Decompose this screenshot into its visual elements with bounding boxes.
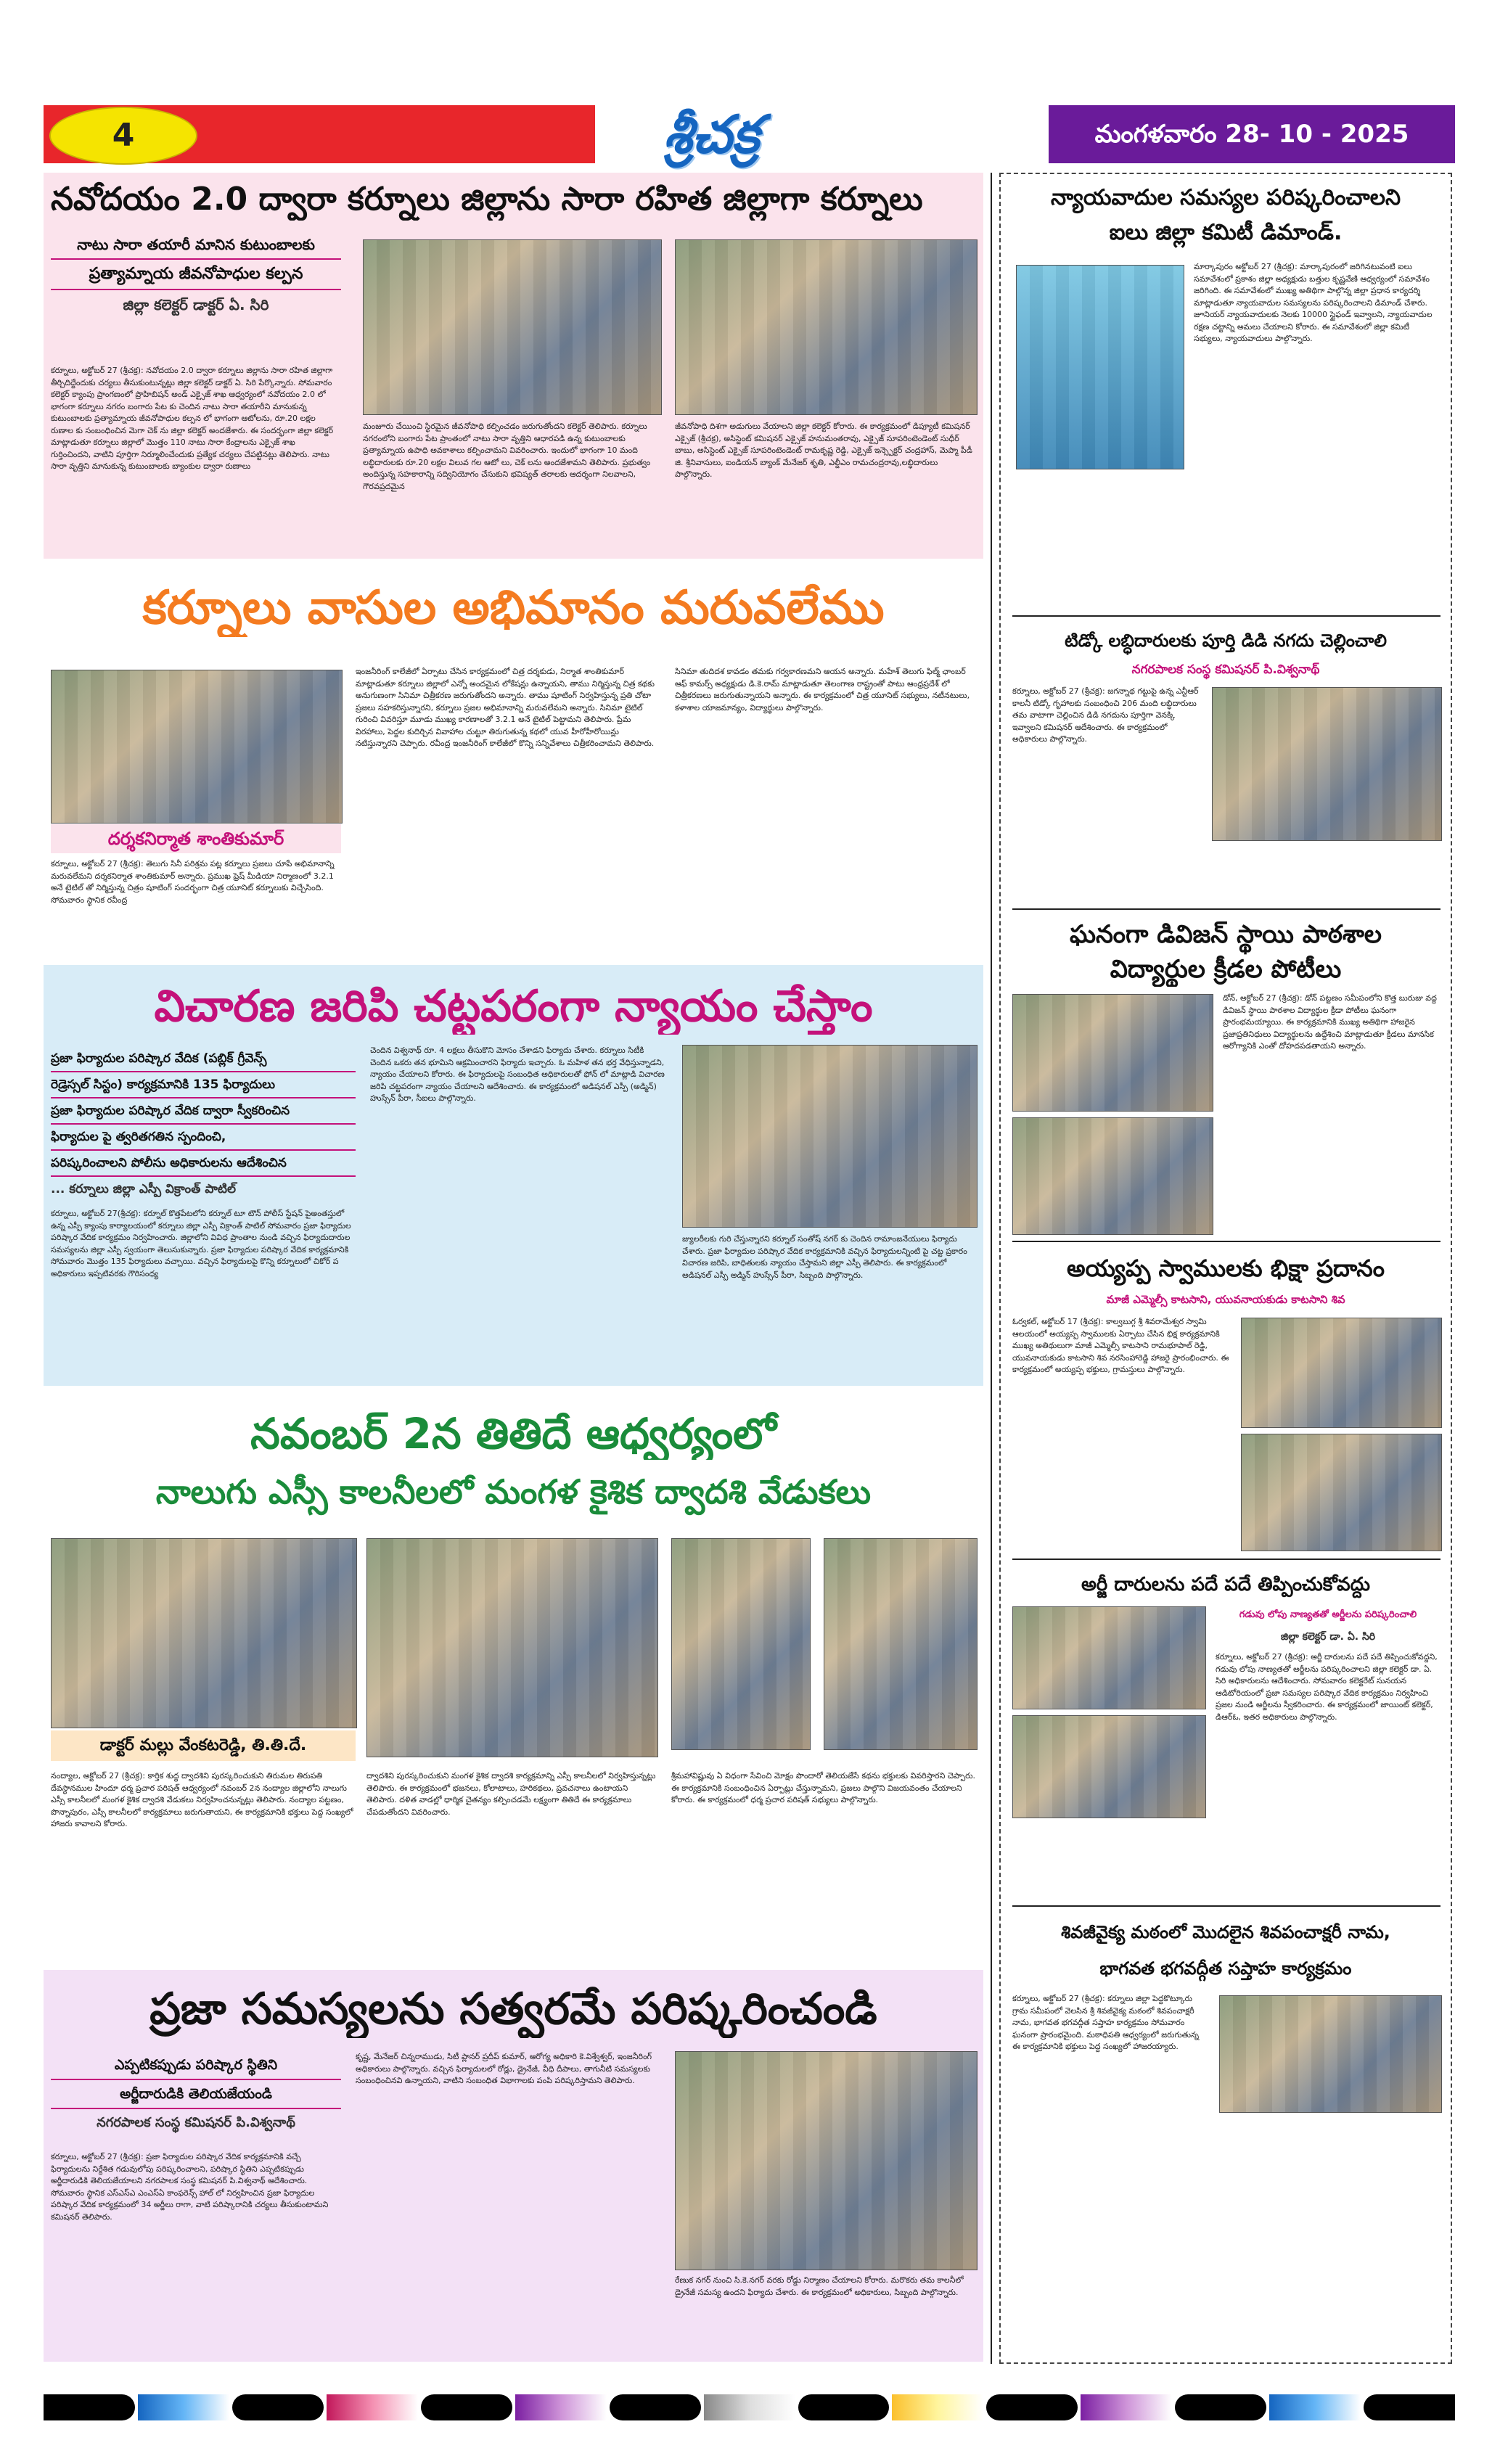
photo-sports-students — [1012, 1117, 1213, 1235]
color-swatch — [610, 2394, 701, 2420]
photo-deity-1 — [671, 1538, 811, 1750]
side-headline: టిడ్కో లబ్ధిదారులకు పూర్తి డిడి నగదు చెల్లించాలి — [1065, 631, 1387, 651]
column-divider — [991, 173, 992, 2364]
side-saptaha — [1005, 1910, 1446, 2360]
side-subhead: నగరపాలక సంస్థ కమిషనర్ పి.విశ్వనాథ్ — [1131, 662, 1320, 677]
side-divider — [1012, 1905, 1440, 1907]
article-body-col2: ద్వాదశిని పురస్కరించుకుని మంగళ కైశిక ద్వాదశి కార్యక్రమాన్ని ఎస్సీ కాలనీలలో నిర్వహిస్తున్నట్లు తెలిపారు. ఈ కార్యక్రమంలో భజనలు, కోలాటాలు, హరికథలు, ప్రవచనాలు ఉంటాయని తెలిపారు. దళిత వాడల్లో ధార్మిక చైతన్యం కల్పించడమే లక్ష్యంగా తితిదే ఈ కార్యక్రమాలు చేపడుతోందని వివరించారు. — [366, 1771, 656, 1817]
side-body: ఓర్వకల్, అక్టోబర్ 17 (శ్రీచక్ర): కాల్వబుగ్గ శ్రీ శివరామేశ్వర స్వామి ఆలయంలో అయ్యప్ప స్వాములకు ఏర్పాటు చేసిన భిక్ష కార్యక్రమానికి ముఖ్య అతిథులుగా మాజీ ఎమ్మెల్సీ కాటసాని రామభూపాల్ రెడ్డి, యువనాయకుడు కాటసాని శివ నరసింహారెడ్డి హాజరై ప్రారంభించారు. ఈ కార్యక్రమంలో అయ్యప్ప భక్తులు, గ్రామస్తులు పాల్గొన్నారు. — [1012, 1317, 1229, 1374]
side-headline — [1005, 917, 1446, 987]
subhead: ప్రజా ఫిర్యాదుల పరిష్కార వేదిక (పబ్లిక్ గ్రీవెన్స్ — [51, 1046, 356, 1072]
side-collector-grievance — [1005, 1563, 1446, 1904]
article-subheads — [51, 2051, 341, 2145]
article-body-col1: కర్నూలు, అక్టోబర్ 27 (శ్రీచక్ర): తెలుగు సినీ పరిశ్రమ పట్ల కర్నూలు ప్రజలు చూపే అభిమానాన్ని మరువలేమని దర్శకనిర్మాత శాంతికుమార్ అన్నారు. ప్రముఖ ఫ్రెష్ మీడియా నిర్మాణంలో 3.2.1 అనే టైటిల్ తో నిర్మిస్తున్న చిత్రం షూటింగ్ సందర్భంగా చిత్ర యూనిట్ కర్నూలుకు విచ్చేసింది. సోమవారం స్థానిక రవీంద్ర — [51, 859, 335, 905]
headline-line: ఘనంగా డివిజన్ స్థాయి పాఠశాల — [1069, 920, 1382, 949]
article-commissioner — [44, 1970, 983, 2362]
article-body-col2: మంజూరు చేయించి స్థిరమైన జీవనోపాధి కల్పించడం జరుగుతోందని కలెక్టర్ తెలిపారు. కర్నూలు నగరంలోని బంగారు పేట ప్రాంతంలో నాటు సారా వృత్తిని ఆధారపడి ఉన్న కుటుంబాలకు ప్రత్యామ్నాయ ఉపాధి అవకాశాలు కల్పించామని వివరించారు. ఇందులో భాగంగా 10 మంది లబ్ధిదారులకు రూ.20 లక్షల విలువ గల ఆటో లు, చెక్ లను అందజేశామని తెలిపారు. ప్రభుత్వం అందిస్తున్న సహకారాన్ని సద్వినియోగం చేసుకుని భవిష్యత్ తరాలకు ఆదర్శంగా నిలవాలని, గౌరవప్రదమైన — [363, 422, 651, 491]
photo-ayyappa-1 — [1241, 1318, 1442, 1428]
photo-collector-cheque — [363, 239, 662, 415]
color-swatch — [1364, 2394, 1455, 2420]
subhead: ప్రత్యామ్నాయ జీవనోపాధుల కల్పన — [51, 260, 341, 290]
side-tidco — [1005, 620, 1446, 907]
photo-caption: దర్శకనిర్మాత శాంతికుమార్ — [51, 824, 341, 853]
side-subhead: జిల్లా కలెక్టర్ డా. ఏ. సిరి — [1280, 1631, 1376, 1643]
article-body-col3: శ్రీమహావిష్ణువు ఏ విధంగా సేవించి మోక్షం పొందారో తెలియజేసే కథను భక్తులకు వివరిస్తారని చెప్పారు. ఈ కార్యక్రమానికి సంబంధించిన ఏర్పాట్లు చేస్తున్నామని, ప్రజలు పాల్గొని విజయవంతం చేయాలని కోరారు. ఈ కార్యక్రమంలో ధర్మ ప్రచార పరిషత్ సభ్యులు పాల్గొన్నారు. — [671, 1771, 975, 1804]
side-body: మార్కాపురం అక్టోబర్ 27 (శ్రీచక్ర): మార్కాపురంలో జరిగినటువంటి ఐలు సమావేశంలో ప్రకాశం జిల్లా అధ్యక్షుడు బత్తుల కృష్ణవేణి ఆధ్వర్యంలో సమావేశం జరిగింది. ఈ సమావేశంలో ముఖ్య అతిథిగా పాల్గొన్న జిల్లా ప్రధాన కార్యదర్శి మాట్లాడుతూ న్యాయవాదుల సమస్యలను పరిష్కరించాలని డిమాండ్ చేశారు. జూనియర్ న్యాయవాదులకు నెలకు 10000 స్టైఫండ్ ఇవ్వాలని, న్యాయవాదుల రక్షణ చట్టాన్ని అమలు చేయాలని కోరారు. ఈ సమావేశంలో జిల్లా కమిటీ సభ్యులు, న్యాయవాదులు పాల్గొన్నారు. — [1194, 262, 1433, 343]
article-body-col1: కర్నూలు, అక్టోబర్ 27 (శ్రీచక్ర): నవోదయం 2.0 ద్వారా కర్నూలు జిల్లాను సారా రహిత జిల్లాగా తీర్చిదిద్దేందుకు చర్యలు తీసుకుంటున్నట్లు జిల్లా కలెక్టర్ డాక్టర్ ఏ. సిరి పేర్కొన్నారు. సోమవారం కలెక్టర్ క్యాంపు ప్రాంగణంలో ప్రొహిబిషన్ అండ్ ఎక్సైజ్ శాఖ ఆధ్వర్యంలో నవోదయం 2.0 లో భాగంగా కర్నూలు నగరం బంగారు పేట కు చెందిన నాటు సారా తయారీని మానుకున్న కుటుంబాలకు ప్రత్యామ్నాయ జీవనోపాధుల కల్పన లో భాగంగా ఆటోలను, రూ.20 లక్షల రుణాల కు సంబంధించిన మెగా చెక్ ను జిల్లా కలెక్టర్ అందజేశారు. ఈ సందర్భంగా జిల్లా కలెక్టర్ మాట్లాడుతూ కర్నూలు జిల్లాలో మొత్తం 110 నాటు సారా కేంద్రాలను ఎక్సైజ్ శాఖ గుర్తించిందని, వాటిని పూర్తిగా నిర్మూలించేందుకు ప్రత్యేక చర్యలు చేపట్టినట్లు తెలిపారు. నాటు సారా వృత్తిని మానుకున్న కుటుంబాలకు బ్యాంకుల ద్వారా రుణాలు — [51, 366, 334, 471]
subhead: జిల్లా కలెక్టర్ డాక్టర్ ఏ. సిరి — [123, 296, 269, 313]
article-navodayam — [44, 173, 983, 559]
article-kurnool-cinema — [44, 564, 983, 956]
photo-auto-handover — [675, 239, 978, 415]
print-color-bar — [44, 2394, 1455, 2420]
photo-collector-2 — [1012, 1715, 1206, 1818]
photo-lawyer-portrait — [1016, 265, 1184, 469]
photo-sp-office — [682, 1045, 978, 1228]
photo-commissioner-meeting — [675, 2051, 978, 2270]
headline-line: శివజీవైక్య మఠంలో మొదలైన శివపంచాక్షరీ నామ, — [1061, 1922, 1390, 1942]
article-headline: కర్నూలు వాసుల అభిమానం మరువలేము — [142, 581, 885, 635]
color-swatch — [1175, 2394, 1266, 2420]
article-body-col2: కృష్ణ, మేనేజర్ చిన్నరాముడు, సిటీ ప్లానర్ ప్రదీప్ కుమార్, ఆరోగ్య అధికారి కె.విశ్వేశ్వర్, ఇంజనీరింగ్ అధికారులు పాల్గొన్నారు. వచ్చిన ఫిర్యాదులలో రోడ్లు, డ్రైనేజీ, వీధి దీపాలు, తాగునీటి సమస్యలకు సంబంధించినవి ఉన్నాయని, వాటిని సంబంధిత విభాగాలకు పంపి పరిష్కరిస్తామని తెలిపారు. — [356, 2052, 652, 2085]
side-body: కర్నూలు, అక్టోబర్ 27 (శ్రీచక్ర): జగన్నాథ గట్టుపై ఉన్న ఎన్టీఆర్ కాలనీ టిడ్కో గృహాలకు సంబంధించి 206 మంది లబ్ధిదారులు తమ వాటాగా చెల్లించిన డిడి నగదును పూర్తిగా వెనక్కి ఇవ్వాలని కమిషనర్ ఆదేశించారు. ఈ కార్యక్రమంలో అధికారులు పాల్గొన్నారు. — [1012, 686, 1199, 744]
side-headline: అర్జీ దారులను పదే పదే తిప్పించుకోవద్దు — [1081, 1574, 1371, 1596]
color-swatch — [1081, 2394, 1172, 2420]
color-swatch — [1269, 2394, 1361, 2420]
color-swatch — [986, 2394, 1078, 2420]
side-headline: అయ్యప్ప స్వాములకు భిక్షా ప్రదానం — [1067, 1254, 1385, 1282]
header-bar — [44, 105, 1455, 163]
article-subheads — [51, 1046, 356, 1206]
subhead: అర్జీదారుడికి తెలియజేయండి — [51, 2080, 341, 2109]
side-body: కర్నూలు, అక్టోబర్ 27 (శ్రీచక్ర): అర్జీ దారులను పదే పదే తిప్పించుకోవద్దని, గడువు లోపు నాణ్యతతో అర్జీలను పరిష్కరించాలని జిల్లా కలెక్టర్ డా. ఏ. సిరి అధికారులను ఆదేశించారు. సోమవారం కలెక్టరేట్ సునయన ఆడిటోరియంలో ప్రజా సమస్యల పరిష్కార వేదిక కార్యక్రమం నిర్వహించి ప్రజల నుండి అర్జీలను స్వీకరించారు. ఈ కార్యక్రమంలో జాయింట్ కలెక్టర్, డిఆర్ఓ, ఇతర అధికారులు పాల్గొన్నారు. — [1216, 1652, 1438, 1722]
article-body-col2: ఇంజనీరింగ్ కాలేజీలో ఏర్పాటు చేసిన కార్యక్రమంలో చిత్ర దర్శకుడు, నిర్మాత శాంతికుమార్ మాట్లాడుతూ కర్నూలు జిల్లాలో ఎన్నో అందమైన లోకేషన్లు ఉన్నాయని, తాము నిర్మిస్తున్న చిత్ర కథకు అనుగుణంగా సినిమా చిత్రీకరణ జరుగుతోందని అన్నారు. తాము షూటింగ్ నిర్వహిస్తున్న ప్రతి చోటా ప్రజలు సహకరిస్తున్నారని, కర్నూలు ప్రజల అభిమానాన్ని మరువలేమని అన్నారు. సినిమా టైటిల్ గురించి వివరిస్తూ మూడు ముఖ్య కారణాలతో 3.2.1 అనే టైటిల్ పెట్టామని తెలిపారు. ప్రేమ విరహాలు, పెద్దల కుదిర్చిన వివాహాల చుట్టూ తిరుగుతున్న కథలో యువ హీరోహీరోయిన్లు నటిస్తున్నారని చెప్పారు. రవీంద్ర ఇంజనీరింగ్ కాలేజీలో కొన్ని సన్నివేశాలు చిత్రీకరించామని తెలిపారు. — [356, 667, 655, 748]
photo-ttd-group — [51, 1538, 357, 1728]
headline-line: ఐలు జిల్లా కమిటీ డిమాండ్. — [1109, 220, 1343, 245]
headline-line: విద్యార్థుల క్రీడల పోటీలు — [1110, 955, 1342, 984]
article-body-col1: కర్నూలు, అక్టోబర్ 27(శ్రీచక్ర): కర్నూల్ కొత్తపేటలోని కర్నూల్ టూ టౌన్ పోలీస్ స్టేషన్ పైఅంతస్తులో ఉన్న ఎస్పీ క్యాంపు కార్యాలయంలో కర్నూలు జిల్లా ఎస్పీ విక్రాంత్ పాటిల్ సోమవారం ప్రజా ఫిర్యాదుల పరిష్కార వేదిక కార్యక్రమం నిర్వహించారు. జిల్లాలోని వివిధ ప్రాంతాల నుండి వచ్చిన ఫిర్యాదుదారుల సమస్యలను జిల్లా ఎస్పీ స్వయంగా తెలుసుకున్నారు. ప్రజా ఫిర్యాదుల పరిష్కార వేదిక కార్యక్రమానికి సోమవారం మొత్తం 135 ఫిర్యాదులు వచ్చాయి. వచ్చిన ఫిర్యాదులపై కొన్ని కర్నూలులో చికోర్ ప అధికారులు ఇప్పటివరకు గౌరిసంధ్య — [51, 1209, 351, 1278]
color-swatch — [327, 2394, 418, 2420]
subhead: నగరపాలక సంస్థ కమిషనర్ పి.విశ్వనాథ్ — [97, 2115, 295, 2130]
subhead: పరిష్కరించాలని పోలీసు అధికారులను ఆదేశించిన — [51, 1151, 356, 1177]
side-headline — [1005, 1914, 1446, 1987]
photo-deity-2 — [824, 1538, 978, 1750]
photo-collector-1 — [1012, 1606, 1206, 1709]
article-ttd-kaisika — [44, 1393, 983, 1959]
subhead: ఎప్పటికప్పుడు పరిష్కార స్థితిని — [51, 2051, 341, 2080]
color-swatch — [704, 2394, 795, 2420]
article-body-col2: చెందిన విశ్వనాథ్ రూ. 4 లక్షలు తీసుకొని మోసం చేశాడని ఫిర్యాదు చేశారు. కర్నూలు సిటీకి చెందిన ఒకరు తన భూమిని ఆక్రమించారని ఫిర్యాదు ఇచ్చారు. ఓ మహిళ తన భర్త వేధిస్తున్నాడని, న్యాయం చేయాలని కోరారు. ఈ ఫిర్యాదులపై సంబంధిత అధికారులతో ఫోన్ లో మాట్లాడి విచారణ జరిపి చట్టపరంగా న్యాయం చేయాలని ఆదేశించారు. ఈ కార్యక్రమంలో అడిషనల్ ఎస్పీ (అడ్మిన్) హుస్సేన్ పీరా, సీఐలు పాల్గొన్నారు. — [370, 1046, 665, 1103]
color-swatch — [892, 2394, 983, 2420]
headline-line: భాగవత భగవద్గీత సప్తాహ కార్యక్రమం — [1099, 1958, 1352, 1979]
page-number-badge: 4 — [49, 107, 197, 165]
article-headline-1: నవంబర్ 2న తితిదే ఆధ్వర్యంలో — [250, 1409, 776, 1458]
article-body-col3: సినిమా తుదిదశ కావడం తమకు గర్వకారణమని ఆయన అన్నారు. మహేశ్ తెలుగు ఫిల్మ్ ఛాంబర్ ఆఫ్ కామర్స్ అధ్యక్షుడు డి.కె.రామ్ మాట్లాడుతూ తెలంగాణ రాష్ట్రంతో పాటు ఆంధ్రప్రదేశ్ లో చిత్రీకరణలు జరుగుతున్నాయని అన్నారు. ఈ కార్యక్రమంలో చిత్ర యూనిట్ సభ్యులు, నటీనటులు, కళాశాల యాజమాన్యం, విద్యార్థులు పాల్గొన్నారు. — [675, 667, 970, 712]
color-swatch — [515, 2394, 607, 2420]
article-subheads — [51, 231, 341, 361]
photo-caption: డాక్టర్ మల్లు వేంకటరెడ్డి, తి.తి.దే. — [51, 1730, 356, 1761]
subhead: రెడ్రెస్సల్ సిస్టం) కార్యక్రమానికి 135 ఫిర్యాదులు — [51, 1072, 356, 1098]
article-body-col1: నంద్యాల, అక్టోబర్ 27 (శ్రీచక్ర): కార్తిక శుద్ధ ద్వాదశిని పురస్కరించుకుని తిరుమల తిరుపతి దేవస్థానముల హిందూ ధర్మ ప్రచార పరిషత్ ఆధ్వర్యంలో నవంబర్ 2న నంద్యాల జిల్లాలోని నాలుగు ఎస్సీ కాలనీలలో మంగళ కైశిక ద్వాదశి వేడుకలు నిర్వహించనున్నట్లు తెలిపారు. నంద్యాల పట్టణం, పొన్నాపురం, ఎస్సీ కాలనీలలో కార్యక్రమాలు జరుగుతాయని, ఈ కార్యక్రమానికి భక్తులు పెద్ద సంఖ్యలో హాజరు కావాలని కోరారు. — [51, 1771, 353, 1828]
article-headline: విచారణ జరిపి చట్టపరంగా న్యాయం చేస్తాం — [154, 981, 873, 1032]
side-divider — [1012, 1241, 1440, 1242]
side-subhead: గడువు లోపు నాణ్యతతో అర్జీలను పరిష్కరించాలి — [1239, 1609, 1417, 1620]
side-divider — [1012, 908, 1440, 910]
side-divider — [1012, 615, 1440, 617]
side-body: డోన్, అక్టోబర్ 27 (శ్రీచక్ర): డోన్ పట్టణం సమీపంలోని కొత్త బురుజు వద్ద డివిజన్ స్థాయి పాఠశాల విద్యార్థుల క్రీడా పోటీలు ఘనంగా ప్రారంభమయ్యాయి. ఈ కార్యక్రమానికి ముఖ్య అతిథిగా హాజరైన ప్రజాప్రతినిధులు విద్యార్థులను ఉద్దేశించి మాట్లాడుతూ క్రీడలు మానసిక ఆరోగ్యానికి ఎంతో దోహదపడతాయని అన్నారు. — [1223, 993, 1437, 1051]
article-sp-grievance — [44, 965, 983, 1386]
photo-film-unit — [51, 670, 343, 824]
article-headline-2: నాలుగు ఎస్సీ కాలనీలలో మంగళ కైశిక ద్వాదశి వేడుకలు — [155, 1472, 872, 1511]
article-body-col1: కర్నూలు, అక్టోబర్ 27 (శ్రీచక్ర): ప్రజా ఫిర్యాదుల పరిష్కార వేదిక కార్యక్రమానికి వచ్చే ఫిర్యాదులను నిర్దేశిత గడువులోపు పరిష్కరించాలని, పరిష్కార స్థితిని ఎప్పటికప్పుడు అర్జీదారుడికి తెలియజేయాలని నగరపాలక సంస్థ కమిషనర్ పి.విశ్వనాథ్ ఆదేశించారు. సోమవారం స్థానిక ఎస్ఎస్ఎ ఎంఎస్ఏ కాంఫరెన్స్ హాల్ లో నిర్వహించిన ప్రజా ఫిర్యాదుల పరిష్కార వేదిక కార్యక్రమంలో 34 అర్జీలు రాగా, వాటి పరిష్కారానికి చర్యలు తీసుకుంటామని కమిషనర్ తెలిపారు. — [51, 2152, 329, 2222]
headline-line: న్యాయవాదుల సమస్యల పరిష్కరించాలని — [1050, 185, 1401, 210]
color-swatch — [421, 2394, 512, 2420]
subhead: ప్రజా ఫిర్యాదుల పరిష్కార వేదిక ద్వారా స్వీకరించిన — [51, 1098, 356, 1125]
side-subhead: మాజీ ఎమ్మెల్సీ కాటసాని, యువనాయకుడు కాటసాని శివ — [1106, 1293, 1345, 1306]
article-body-col3: జీవనోపాధి దిశగా అడుగులు వేయాలని జిల్లా కలెక్టర్ కోరారు. ఈ కార్యక్రమంలో డిప్యూటీ కమిషనర్ ఎక్సైజ్ (శ్రీచక్ర), అసిస్టెంట్ కమిషనర్ ఎక్సైజ్ హనుమంతరావు, ఎక్సైజ్ సూపరింటెండెంట్ సుధీర్ బాబు, అసిస్టెంట్ ఎక్సైజ్ సూపరింటెండెంట్ రామకృష్ణ రెడ్డి, ఎక్సైజ్ ఇన్స్పెక్టర్ చంద్రహాస్, మెప్మా పీడీ జి. శ్రీనివాసులు, ఐండియన్ బ్యాంక్ మేనేజర్ శృతి, ఎల్డీఎం రామచంద్రరావు,లబ్ధిదారులు పాల్గొన్నారు. — [675, 422, 972, 479]
masthead-logo: శ్రీచక్ర — [663, 103, 759, 165]
article-headline: నవోదయం 2.0 ద్వారా కర్నూలు జిల్లాను సారా రహిత జిల్లాగా కర్నూలు — [51, 181, 923, 218]
photo-saptaha — [1219, 1995, 1442, 2113]
issue-date: మంగళవారం 28- 10 - 2025 — [1094, 120, 1409, 149]
color-swatch — [798, 2394, 890, 2420]
subhead: ... కర్నూలు జిల్లా ఎస్పీ విక్రాంత్ పాటిల్ — [51, 1182, 237, 1196]
article-body-col3: రేణుక నగర్ నుంచి సి.కె.నగర్ వరకు రోడ్డు నిర్మాణం చేయాలని కోరారు. మరొకరు తమ కాలనీలో డ్రైనేజీ సమస్య ఉందని ఫిర్యాదు చేశారు. ఈ కార్యక్రమంలో అధికారులు, సిబ్బంది పాల్గొన్నారు. — [675, 2275, 964, 2297]
color-swatch — [232, 2394, 324, 2420]
side-ayyappa — [1005, 1245, 1446, 1557]
side-headline — [1005, 181, 1446, 250]
photo-ayyappa-2 — [1241, 1434, 1442, 1551]
article-headline: ప్రజా సమస్యలను సత్వరమే పరిష్కరించండి — [149, 1984, 877, 2034]
subhead: ఫిర్యాదుల పై త్వరితగతిన స్పందించి, — [51, 1125, 356, 1151]
photo-ttd-posters — [366, 1538, 658, 1757]
side-body: కర్నూలు, అక్టోబర్ 27 (శ్రీచక్ర): కర్నూలు జిల్లా పెద్దకొట్కూరు గ్రామ సమీపంలో వెలసిన శ్రీ శివజీవైక్య మఠంలో శివపంచాక్షరీ నామ, భాగవత భగవద్గీత సప్తాహ కార్యక్రమం సోమవారం ఘనంగా ప్రారంభమైంది. మఠాధిపతి ఆధ్వర్యంలో జరుగుతున్న ఈ కార్యక్రమానికి భక్తులు పెద్ద సంఖ్యలో హాజరయ్యారు. — [1012, 1994, 1200, 2051]
photo-sports-group — [1012, 994, 1213, 1112]
article-body-col3: జ్యులరీలకు గురి చేస్తున్నారని కర్నూల్ సంతోష్ నగర్ కు చెందిన రామాంజనేయులు ఫిర్యాదు చేశారు. ప్రజా ఫిర్యాదుల పరిష్కార వేదిక కార్యక్రమానికి వచ్చిన ఫిర్యాదులన్నింటి పై చట్ట ప్రకారం విచారణ జరిపి, బాధితులకు న్యాయం చేస్తామని జిల్లా ఎస్పీ తెలిపారు. ఈ కార్యక్రమంలో అడిషనల్ ఎస్పీ అడ్మిన్ హుస్సేన్ పీరా, సిబ్బంది పాల్గొన్నారు. — [682, 1234, 967, 1280]
color-swatch — [44, 2394, 135, 2420]
side-lawyers — [1005, 178, 1446, 613]
photo-tidco-office — [1212, 687, 1442, 841]
subhead: నాటు సారా తయారీ మానిన కుటుంబాలకు — [51, 231, 341, 260]
color-swatch — [138, 2394, 229, 2420]
side-divider — [1012, 1559, 1440, 1560]
side-sports — [1005, 913, 1446, 1239]
